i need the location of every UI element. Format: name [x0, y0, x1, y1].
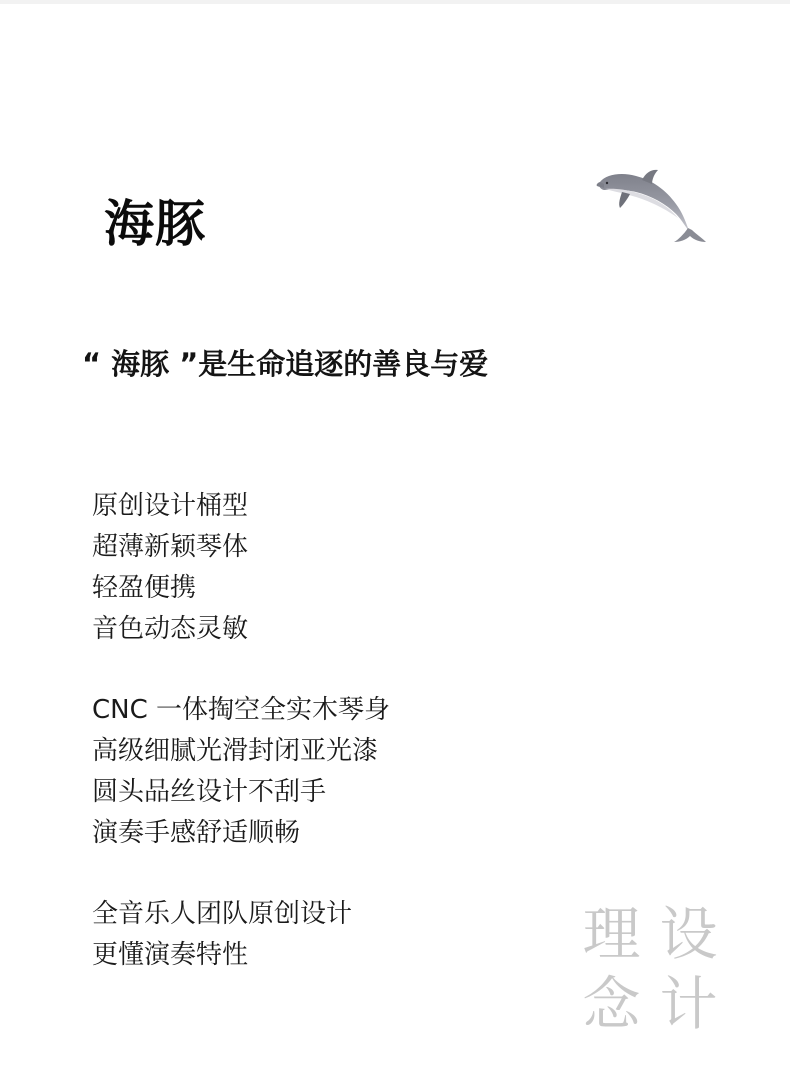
feature-item: 演奏手感舒适顺畅 — [92, 818, 301, 848]
feature-list-craft — [92, 690, 390, 854]
concept-char: 计 — [659, 970, 718, 1038]
feature-item: 音色动态灵敏 — [92, 614, 249, 644]
feature-item: CNC 一体掏空全实木琴身 — [92, 695, 391, 725]
slogan: “ 海豚 ”是生命追逐的善良与爱 — [82, 347, 489, 381]
feature-item: 超薄新颖琴体 — [92, 532, 249, 562]
concept-char: 理 — [582, 900, 641, 968]
feature-item: 更懂演奏特性 — [92, 940, 249, 970]
dolphin-icon — [596, 168, 708, 246]
concept-char: 设 — [659, 900, 718, 968]
feature-item: 高级细腻光滑封闭亚光漆 — [92, 736, 379, 766]
page-title: 海豚 — [104, 194, 206, 253]
concept-char: 念 — [582, 970, 641, 1038]
feature-item: 圆头品丝设计不刮手 — [92, 777, 327, 807]
feature-item: 全音乐人团队原创设计 — [92, 899, 353, 929]
feature-item: 原创设计桶型 — [92, 491, 249, 521]
top-divider — [0, 0, 790, 4]
feature-list-design — [92, 486, 248, 650]
feature-list-team — [92, 894, 352, 976]
feature-item: 轻盈便携 — [92, 573, 197, 603]
design-concept-label — [574, 902, 724, 1036]
